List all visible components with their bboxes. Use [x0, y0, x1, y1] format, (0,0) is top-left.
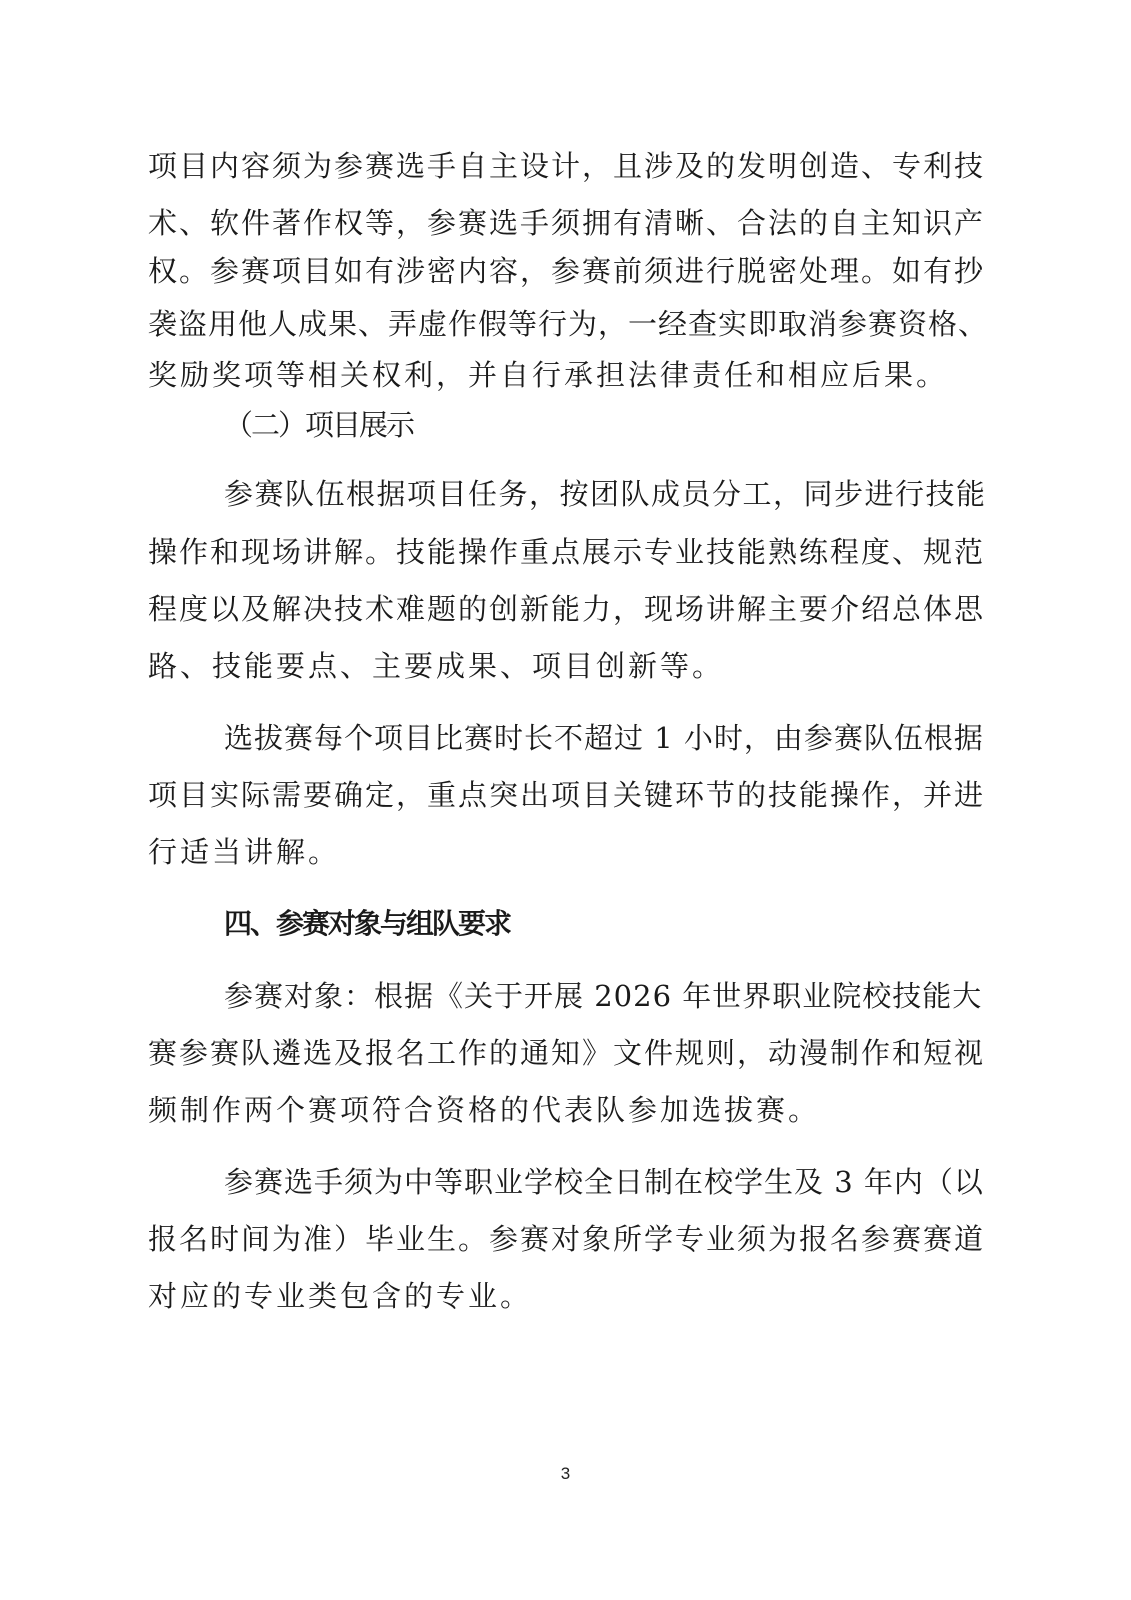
page-number: 3: [560, 1464, 571, 1483]
paragraph-3-line-2: 项目实际需要确定，重点突出项目关键环节的技能操作，并进: [148, 778, 986, 812]
paragraph-4-line-1: 参赛对象：根据《关于开展 2026 年世界职业院校技能大: [224, 979, 983, 1013]
section-heading-project-display: （二）项目展示: [224, 408, 414, 442]
paragraph-1-line-1: 项目内容须为参赛选手自主设计，且涉及的发明创造、专利技: [148, 149, 986, 183]
paragraph-2-line-2: 操作和现场讲解。技能操作重点展示专业技能熟练程度、规范: [148, 535, 986, 569]
paragraph-3-line-1: 选拔赛每个项目比赛时长不超过 1 小时，由参赛队伍根据: [224, 721, 984, 755]
paragraph-1-line-3: 权。参赛项目如有涉密内容，参赛前须进行脱密处理。如有抄: [148, 254, 986, 288]
paragraph-5-line-1: 参赛选手须为中等职业学校全日制在校学生及 3 年内（以: [224, 1165, 984, 1199]
paragraph-2-line-4: 路、技能要点、主要成果、项目创新等。: [148, 649, 725, 683]
paragraph-5-line-3: 对应的专业类包含的专业。: [148, 1279, 533, 1313]
section-heading-participants: 四、参赛对象与组队要求: [224, 907, 511, 940]
paragraph-4-line-3: 频制作两个赛项符合资格的代表队参加选拔赛。: [148, 1093, 821, 1127]
paragraph-3-line-3: 行适当讲解。: [148, 835, 341, 869]
paragraph-5-line-2: 报名时间为准）毕业生。参赛对象所学专业须为报名参赛赛道: [148, 1222, 986, 1256]
paragraph-2-line-1: 参赛队伍根据项目任务，按团队成员分工，同步进行技能: [224, 477, 987, 511]
paragraph-1-line-4: 袭盗用他人成果、弄虚作假等行为，一经查实即取消参赛资格、: [148, 307, 989, 341]
paragraph-1-line-2: 术、软件著作权等，参赛选手须拥有清晰、合法的自主知识产: [148, 206, 986, 240]
paragraph-1-line-5: 奖励奖项等相关权利，并自行承担法律责任和相应后果。: [148, 358, 949, 392]
paragraph-4-line-2: 赛参赛队遴选及报名工作的通知》文件规则，动漫制作和短视: [148, 1036, 986, 1070]
paragraph-2-line-3: 程度以及解决技术难题的创新能力，现场讲解主要介绍总体思: [148, 592, 986, 626]
